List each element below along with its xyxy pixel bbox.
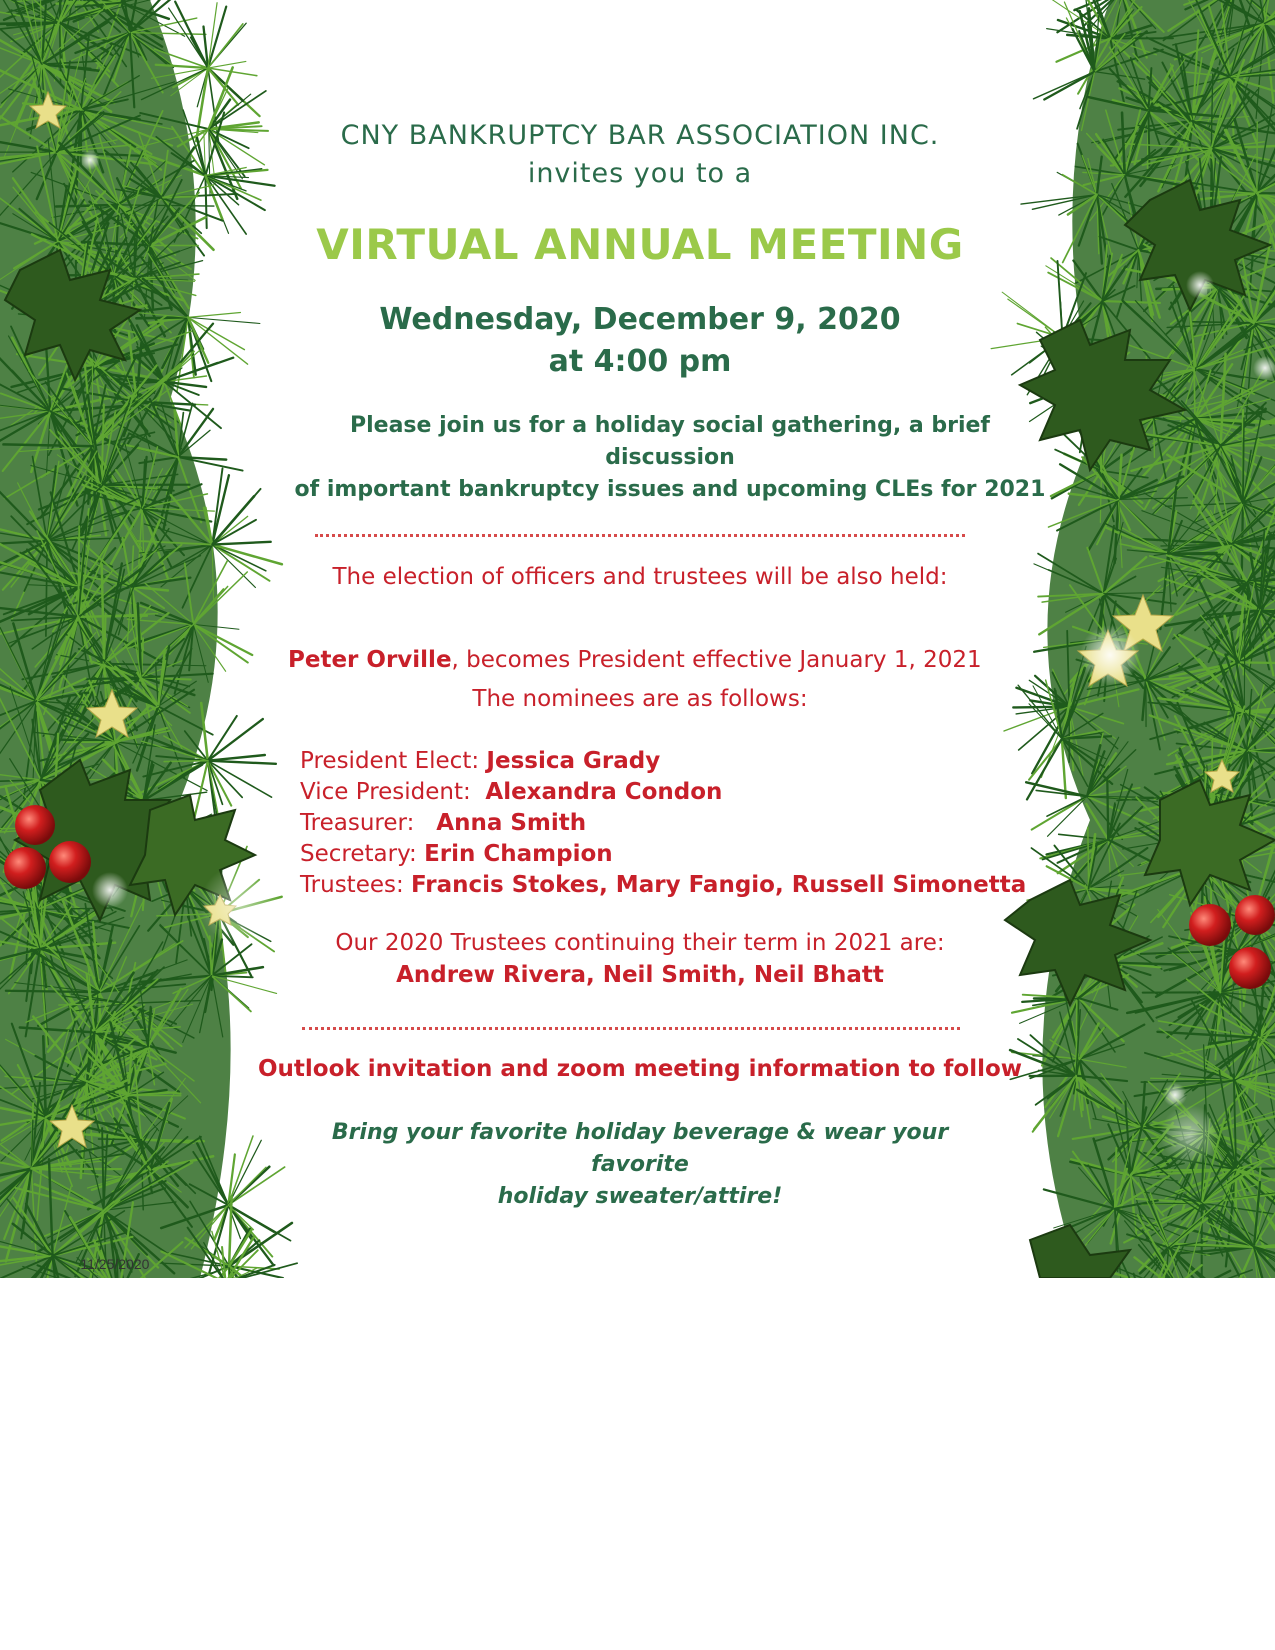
nominee-names: Alexandra Condon	[485, 779, 723, 805]
nominee-row	[300, 777, 1026, 808]
nominee-names: Anna Smith	[436, 810, 587, 836]
nominee-role: Vice President:	[300, 779, 486, 805]
nominee-role: President Elect:	[300, 748, 487, 774]
event-date: Wednesday, December 9, 2020	[379, 302, 901, 337]
continuing-trustees-intro: Our 2020 Trustees continuing their term in 2021 are:	[335, 930, 945, 956]
event-title: VIRTUAL ANNUAL MEETING	[316, 220, 964, 269]
nominee-names: Francis Stokes, Mary Fangio, Russell Simonetta	[411, 872, 1027, 898]
attire-note-line-2: holiday sweater/attire!	[497, 1184, 783, 1209]
outlook-zoom-note: Outlook invitation and zoom meeting information to follow	[257, 1056, 1023, 1082]
president-statement	[288, 647, 982, 673]
nominees-list	[300, 746, 1026, 901]
president-text: , becomes President effective January 1, 2021	[451, 647, 982, 673]
invite-line: invites you to a	[527, 158, 753, 189]
election-intro: The election of officers and trustees will be also held:	[332, 564, 948, 590]
nominee-names: Jessica Grady	[486, 748, 661, 774]
dotted-divider-bottom	[302, 1027, 960, 1030]
continuing-trustees-names: Andrew Rivera, Neil Smith, Neil Bhatt	[396, 962, 884, 988]
president-name: Peter Orville	[288, 647, 452, 673]
nominee-row	[300, 746, 1026, 777]
nominee-names: Erin Champion	[424, 841, 613, 867]
nominee-row	[300, 839, 1026, 870]
event-time: at 4:00 pm	[548, 344, 732, 379]
dotted-divider-top	[315, 534, 965, 537]
nominees-heading: The nominees are as follows:	[472, 686, 808, 712]
nominee-row	[300, 808, 1026, 839]
nominee-role: Treasurer:	[300, 810, 437, 836]
event-description	[290, 410, 1050, 506]
nominee-role: Secretary:	[300, 841, 425, 867]
date-stamp	[22, 1256, 149, 1272]
nominee-role: Trustees:	[300, 872, 412, 898]
description-line-1: Please join us for a holiday social gathering, a brief discussion	[350, 413, 990, 470]
attire-note	[280, 1117, 1000, 1213]
organization-name: CNY BANKRUPTCY BAR ASSOCIATION INC.	[340, 120, 940, 151]
nominee-row	[300, 870, 1026, 901]
date-stamp-text: 11/25/2020	[80, 1256, 150, 1272]
description-line-2: of important bankruptcy issues and upcoming CLEs for 2021	[294, 477, 1046, 502]
attire-note-line-1: Bring your favorite holiday beverage & wear your favorite	[331, 1120, 949, 1177]
left-pine-border	[0, 0, 297, 1278]
